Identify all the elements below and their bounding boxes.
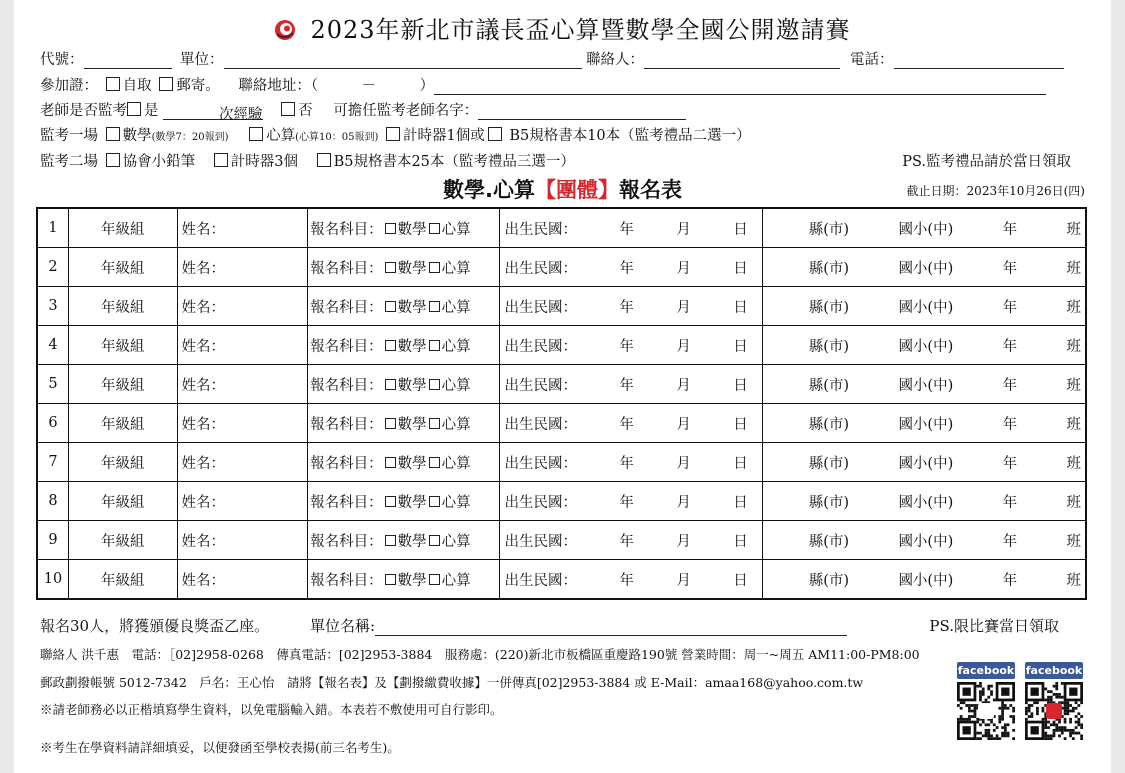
session1-row	[40, 124, 751, 145]
unit-name-blank[interactable]	[375, 619, 847, 636]
contact-line: 聯絡人 洪千惠 電話：［02]2958-0268 傳真電話：[02]2953-3884 服務處：(220)新北市板橋區重慶路190號 營業時間：周一~周五 AM11:00-PM8:00	[40, 647, 920, 662]
row-number: 3	[37, 287, 68, 326]
birth-cell[interactable]	[500, 560, 762, 600]
school-cell[interactable]	[762, 326, 1086, 365]
row-number: 2	[37, 248, 68, 287]
subject-label: 報名科目：	[310, 572, 383, 589]
school-cell[interactable]	[762, 482, 1086, 521]
phone-label: 電話：	[850, 52, 894, 68]
birth-label: 出生民國：	[504, 221, 577, 238]
name-cell[interactable]	[177, 443, 308, 482]
grade-group-cell[interactable]: 年級組	[68, 482, 177, 521]
proctor-yes-label: 是	[144, 103, 159, 119]
grade-group-cell[interactable]: 年級組	[68, 287, 177, 326]
grade-group-cell[interactable]: 年級組	[68, 365, 177, 404]
day-label: 日	[733, 572, 748, 589]
proctor-no-checkbox[interactable]	[281, 102, 295, 116]
day-label: 日	[733, 455, 748, 472]
table-row	[37, 287, 1086, 326]
class-label: 班	[1066, 338, 1081, 355]
school-cell[interactable]	[762, 443, 1086, 482]
session1-math-label: 數學	[122, 128, 152, 144]
year-label: 年	[619, 260, 634, 277]
postal-line: 郵政劃撥帳號 5012-7342 戶名：王心怡 請將【報名表】及【劃撥繳費收據】一併傳真[02]2953-3884 或 E-Mail：amaa168@yahoo.com.tw	[40, 675, 864, 690]
name-cell[interactable]	[177, 208, 308, 248]
day-label: 日	[733, 533, 748, 550]
day-label: 日	[733, 221, 748, 238]
row-number: 1	[37, 208, 68, 248]
name-label: 姓名：	[181, 260, 226, 277]
name-label: 姓名：	[181, 533, 226, 550]
facebook-badge-2: facebook	[1025, 664, 1083, 677]
grade-year-label: 年	[1002, 299, 1018, 316]
birth-cell[interactable]	[500, 248, 762, 287]
abacus-label: 心算	[441, 260, 471, 277]
birth-label: 出生民國：	[504, 377, 577, 394]
month-label: 月	[676, 338, 691, 355]
grade-year-label: 年	[1002, 377, 1018, 394]
school-cell[interactable]	[762, 521, 1086, 560]
abacus-checkbox[interactable]	[429, 535, 440, 546]
award-note: 報名30人，將獲頒優良獎盃乙座。	[40, 617, 270, 635]
name-cell[interactable]	[177, 287, 308, 326]
subject-cell	[308, 560, 500, 600]
subject-cell	[308, 208, 500, 248]
class-label: 班	[1066, 299, 1081, 316]
code-blank[interactable]	[84, 52, 172, 69]
subject-label: 報名科目：	[310, 377, 383, 394]
month-label: 月	[676, 260, 691, 277]
abacus-label: 心算	[441, 338, 471, 355]
heading-part1: 數學.心算	[443, 178, 535, 202]
timer3-checkbox[interactable]	[214, 153, 228, 167]
math-label: 數學	[397, 572, 427, 589]
name-label: 姓名：	[181, 377, 226, 394]
year-label: 年	[619, 416, 634, 433]
class-label: 班	[1066, 221, 1081, 238]
unit-name-field	[310, 615, 847, 636]
facebook-qr-2[interactable]	[1025, 662, 1083, 740]
name-label: 姓名：	[181, 338, 226, 355]
competition-logo-icon	[274, 19, 296, 41]
math-checkbox[interactable]	[385, 301, 396, 312]
name-cell[interactable]	[177, 248, 308, 287]
math-checkbox[interactable]	[385, 223, 396, 234]
birth-label: 出生民國：	[504, 533, 577, 550]
code-label: 代號：	[40, 52, 84, 68]
math-label: 數學	[397, 221, 427, 238]
county-label: 縣(市)	[808, 533, 850, 550]
row-number: 5	[37, 365, 68, 404]
county-label: 縣(市)	[808, 299, 850, 316]
math-checkin-note: (數學7：20報到)	[151, 132, 229, 143]
abacus-checkin-note: (心算10：05報到)	[295, 132, 379, 143]
table-row	[37, 560, 1086, 600]
county-label: 縣(市)	[808, 416, 850, 433]
math-label: 數學	[397, 494, 427, 511]
subject-label: 報名科目：	[310, 494, 383, 511]
experience-blank[interactable]	[163, 103, 263, 123]
grade-group-cell[interactable]: 年級組	[68, 404, 177, 443]
math-checkbox[interactable]	[385, 574, 396, 585]
school-label: 國小(中)	[898, 416, 954, 433]
math-label: 數學	[397, 377, 427, 394]
school-cell[interactable]	[762, 560, 1086, 600]
birth-label: 出生民國：	[504, 260, 577, 277]
award-pickup-note: PS.限比賽當日領取	[929, 617, 1059, 635]
table-row	[37, 443, 1086, 482]
birth-label: 出生民國：	[504, 416, 577, 433]
table-row	[37, 365, 1086, 404]
name-cell[interactable]	[177, 560, 308, 600]
birth-cell[interactable]	[500, 521, 762, 560]
birth-label: 出生民國：	[504, 455, 577, 472]
county-label: 縣(市)	[808, 338, 850, 355]
qr-logo-icon	[978, 703, 994, 719]
pass-label: 參加證：	[40, 78, 98, 94]
math-label: 數學	[397, 455, 427, 472]
math-label: 數學	[397, 260, 427, 277]
unit-blank[interactable]	[224, 52, 582, 69]
abacus-label: 心算	[441, 377, 471, 394]
day-label: 日	[733, 338, 748, 355]
grade-group-cell[interactable]: 年級組	[68, 208, 177, 248]
county-label: 縣(市)	[808, 377, 850, 394]
grade-year-label: 年	[1002, 494, 1018, 511]
math-checkbox[interactable]	[385, 457, 396, 468]
student-note: ※考生在學資料請詳細填妥，以便發函至學校表揚(前三名考生)。	[40, 740, 400, 755]
subject-cell	[308, 521, 500, 560]
birth-label: 出生民國：	[504, 494, 577, 511]
math-checkbox[interactable]	[385, 496, 396, 507]
abacus-checkbox[interactable]	[429, 496, 440, 507]
name-cell[interactable]	[177, 365, 308, 404]
proctor-question: 老師是否監考	[40, 103, 127, 119]
table-row	[37, 404, 1086, 443]
math-checkbox[interactable]	[385, 379, 396, 390]
school-label: 國小(中)	[898, 494, 954, 511]
county-label: 縣(市)	[808, 221, 850, 238]
subject-cell	[308, 326, 500, 365]
grade-year-label: 年	[1002, 455, 1018, 472]
year-label: 年	[619, 494, 634, 511]
math-label: 數學	[397, 416, 427, 433]
abacus-label: 心算	[441, 494, 471, 511]
school-label: 國小(中)	[898, 221, 954, 238]
registration-table-body	[37, 208, 1086, 599]
abacus-checkbox[interactable]	[429, 457, 440, 468]
session2-row	[40, 150, 575, 171]
day-label: 日	[733, 299, 748, 316]
proctor-name-blank[interactable]	[478, 103, 686, 120]
row-number: 7	[37, 443, 68, 482]
subject-label: 報名科目：	[310, 299, 383, 316]
grade-year-label: 年	[1002, 338, 1018, 355]
timer1-label: 計時器1個或	[402, 128, 485, 144]
abacus-checkbox[interactable]	[429, 340, 440, 351]
year-label: 年	[619, 533, 634, 550]
books10-checkbox[interactable]	[488, 127, 502, 141]
year-label: 年	[619, 377, 634, 394]
school-cell[interactable]	[762, 248, 1086, 287]
subject-cell	[308, 248, 500, 287]
timer3-label: 計時器3個	[230, 154, 298, 170]
row-number: 10	[37, 560, 68, 600]
school-label: 國小(中)	[898, 533, 954, 550]
grade-year-label: 年	[1002, 221, 1018, 238]
table-row	[37, 521, 1086, 560]
class-label: 班	[1066, 455, 1081, 472]
grade-year-label: 年	[1002, 416, 1018, 433]
abacus-label: 心算	[441, 455, 471, 472]
subject-label: 報名科目：	[310, 221, 383, 238]
session2-label: 監考二場	[40, 154, 98, 170]
name-cell[interactable]	[177, 521, 308, 560]
row-number: 4	[37, 326, 68, 365]
table-row	[37, 482, 1086, 521]
abacus-label: 心算	[441, 572, 471, 589]
name-label: 姓名：	[181, 572, 226, 589]
registration-form-page	[14, 0, 1111, 773]
pickup-label: 自取	[122, 78, 152, 94]
class-label: 班	[1066, 494, 1081, 511]
month-label: 月	[676, 416, 691, 433]
birth-cell[interactable]	[500, 287, 762, 326]
abacus-checkbox[interactable]	[429, 223, 440, 234]
unit-field	[180, 48, 582, 69]
birth-cell[interactable]	[500, 443, 762, 482]
grade-year-label: 年	[1002, 260, 1018, 277]
phone-blank[interactable]	[894, 52, 1064, 69]
year-label: 年	[619, 299, 634, 316]
birth-cell[interactable]	[500, 365, 762, 404]
facebook-qr-1[interactable]	[957, 662, 1015, 740]
grade-year-label: 年	[1002, 572, 1018, 589]
name-label: 姓名：	[181, 494, 226, 511]
grade-group-cell[interactable]: 年級組	[68, 326, 177, 365]
proctor-row	[40, 99, 686, 123]
school-label: 國小(中)	[898, 299, 954, 316]
code-field	[40, 48, 172, 69]
subject-cell	[308, 482, 500, 521]
books25-label: B5規格書本25本（監考禮品三選一）	[333, 154, 575, 170]
abacus-checkbox[interactable]	[429, 379, 440, 390]
address-label: 聯絡地址：（ － ）	[238, 78, 435, 94]
table-row	[37, 248, 1086, 287]
qr-code-icon	[1025, 682, 1083, 740]
month-label: 月	[676, 299, 691, 316]
name-cell[interactable]	[177, 326, 308, 365]
row-number: 6	[37, 404, 68, 443]
math-label: 數學	[397, 338, 427, 355]
year-label: 年	[619, 455, 634, 472]
school-label: 國小(中)	[898, 455, 954, 472]
class-label: 班	[1066, 533, 1081, 550]
abacus-checkbox[interactable]	[429, 574, 440, 585]
experience-label: 次經驗	[219, 107, 263, 123]
day-label: 日	[733, 377, 748, 394]
birth-cell[interactable]	[500, 482, 762, 521]
table-row	[37, 326, 1086, 365]
school-label: 國小(中)	[898, 260, 954, 277]
name-cell[interactable]	[177, 404, 308, 443]
session1-math-checkbox[interactable]	[106, 127, 120, 141]
class-label: 班	[1066, 377, 1081, 394]
month-label: 月	[676, 221, 691, 238]
row-number: 9	[37, 521, 68, 560]
abacus-label: 心算	[441, 533, 471, 550]
month-label: 月	[676, 572, 691, 589]
gift-note: PS.監考禮品請於當日領取	[902, 154, 1071, 170]
subject-label: 報名科目：	[310, 338, 383, 355]
year-label: 年	[619, 221, 634, 238]
class-label: 班	[1066, 260, 1081, 277]
heading-group: 【團體】	[534, 178, 619, 202]
month-label: 月	[676, 533, 691, 550]
abacus-checkbox[interactable]	[429, 301, 440, 312]
subject-cell	[308, 365, 500, 404]
name-label: 姓名：	[181, 299, 226, 316]
unit-label: 單位：	[180, 52, 224, 68]
address-blank[interactable]	[434, 78, 1046, 95]
phone-field	[850, 48, 1064, 69]
school-cell[interactable]	[762, 365, 1086, 404]
subject-label: 報名科目：	[310, 533, 383, 550]
county-label: 縣(市)	[808, 455, 850, 472]
birth-label: 出生民國：	[504, 299, 577, 316]
grade-group-cell[interactable]: 年級組	[68, 443, 177, 482]
grade-group-cell[interactable]: 年級組	[68, 248, 177, 287]
form-title: 2023年新北市議長盃心算暨數學全國公開邀請賽	[310, 16, 851, 44]
name-label: 姓名：	[181, 455, 226, 472]
table-row	[37, 208, 1086, 248]
month-label: 月	[676, 455, 691, 472]
name-label: 姓名：	[181, 416, 226, 433]
math-label: 數學	[397, 299, 427, 316]
birth-label: 出生民國：	[504, 338, 577, 355]
subject-cell	[308, 287, 500, 326]
pass-row	[40, 74, 1046, 95]
math-label: 數學	[397, 533, 427, 550]
session1-abacus-checkbox[interactable]	[249, 127, 263, 141]
timer1-checkbox[interactable]	[386, 127, 400, 141]
school-label: 國小(中)	[898, 338, 954, 355]
school-cell[interactable]	[762, 404, 1086, 443]
name-label: 姓名：	[181, 221, 226, 238]
unit-name-label: 單位名稱:	[310, 617, 376, 635]
school-label: 國小(中)	[898, 377, 954, 394]
contact-label: 聯絡人：	[586, 52, 644, 68]
day-label: 日	[733, 260, 748, 277]
qr-logo-icon	[1046, 703, 1062, 719]
day-label: 日	[733, 494, 748, 511]
class-label: 班	[1066, 572, 1081, 589]
birth-cell[interactable]	[500, 404, 762, 443]
pencil-label: 協會小鉛筆	[122, 154, 196, 170]
form-title-row	[14, 10, 1111, 45]
session1-label: 監考一場	[40, 128, 98, 144]
school-cell[interactable]	[762, 287, 1086, 326]
grade-year-label: 年	[1002, 533, 1018, 550]
mail-checkbox[interactable]	[159, 77, 173, 91]
year-label: 年	[619, 338, 634, 355]
books25-checkbox[interactable]	[317, 153, 331, 167]
abacus-label: 心算	[441, 221, 471, 238]
pencil-checkbox[interactable]	[106, 153, 120, 167]
county-label: 縣(市)	[808, 260, 850, 277]
math-checkbox[interactable]	[385, 535, 396, 546]
subject-label: 報名科目：	[310, 455, 383, 472]
math-checkbox[interactable]	[385, 340, 396, 351]
mail-label: 郵寄。	[176, 78, 220, 94]
school-label: 國小(中)	[898, 572, 954, 589]
proctor-name-label: 可擔任監考老師名字：	[333, 103, 479, 119]
contact-blank[interactable]	[644, 52, 840, 69]
deadline: 截止日期：2023年10月26日(四)	[906, 184, 1085, 198]
county-label: 縣(市)	[808, 572, 850, 589]
grade-group-cell[interactable]: 年級組	[68, 560, 177, 600]
birth-label: 出生民國：	[504, 572, 577, 589]
subject-label: 報名科目：	[310, 260, 383, 277]
math-checkbox[interactable]	[385, 418, 396, 429]
row-number: 8	[37, 482, 68, 521]
facebook-badge-1: facebook	[957, 664, 1015, 677]
subject-label: 報名科目：	[310, 416, 383, 433]
teacher-note: ※請老師務必以正楷填寫學生資料，以免電腦輸入錯。本表若不敷使用可自行影印。	[40, 702, 503, 717]
subject-cell	[308, 443, 500, 482]
registration-table	[36, 207, 1087, 600]
grade-group-cell[interactable]: 年級組	[68, 521, 177, 560]
proctor-yes-checkbox[interactable]	[127, 102, 141, 116]
abacus-checkbox[interactable]	[429, 262, 440, 273]
subject-cell	[308, 404, 500, 443]
birth-cell[interactable]	[500, 208, 762, 248]
abacus-label: 心算	[441, 416, 471, 433]
pickup-checkbox[interactable]	[106, 77, 120, 91]
proctor-no-label: 否	[298, 103, 313, 119]
qr-code-icon	[957, 682, 1015, 740]
school-cell[interactable]	[762, 208, 1086, 248]
abacus-checkbox[interactable]	[429, 418, 440, 429]
birth-cell[interactable]	[500, 326, 762, 365]
books10-label: B5規格書本10本（監考禮品二選一）	[509, 128, 751, 144]
heading-part3: 報名表	[618, 178, 682, 202]
month-label: 月	[676, 377, 691, 394]
month-label: 月	[676, 494, 691, 511]
year-label: 年	[619, 572, 634, 589]
abacus-label: 心算	[441, 299, 471, 316]
day-label: 日	[733, 416, 748, 433]
contact-field	[586, 48, 840, 69]
math-checkbox[interactable]	[385, 262, 396, 273]
county-label: 縣(市)	[808, 494, 850, 511]
class-label: 班	[1066, 416, 1081, 433]
session1-abacus-label: 心算	[266, 128, 296, 144]
name-cell[interactable]	[177, 482, 308, 521]
